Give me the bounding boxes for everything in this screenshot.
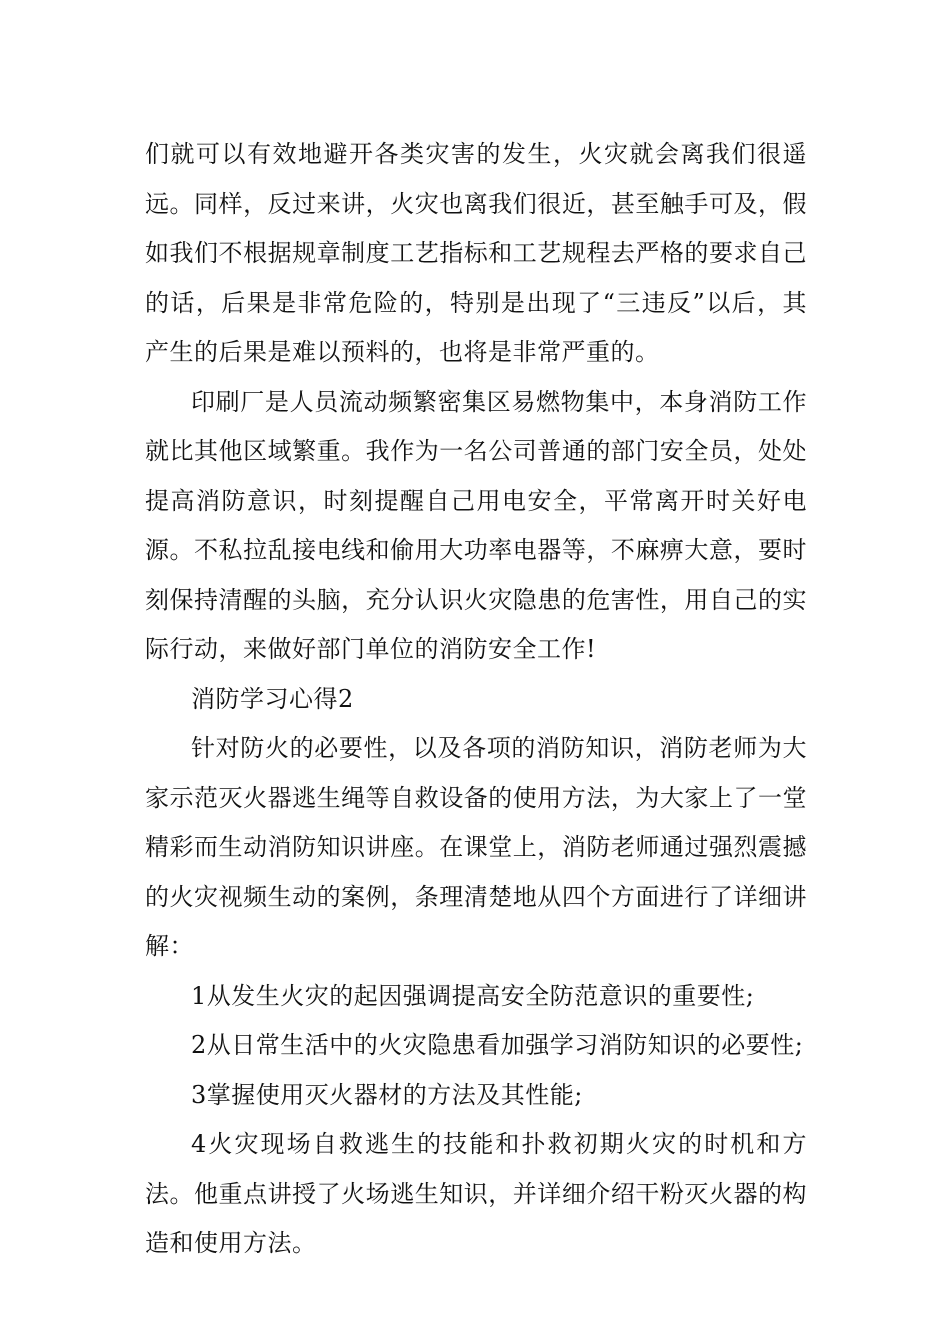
list-item-2: 2从日常生活中的火灾隐患看加强学习消防知识的必要性; — [191, 1031, 804, 1059]
paragraph-continuation: 们就可以有效地避开各类灾害的发生，火灾就会离我们很遥远。同样，反过来讲，火灾也离我们很近，甚至触手可及，假如我们不根据规章制度工艺指标和工艺规程去严格的要求自己的话，后果是非常危险的，特别是出现了“三违反”以后，其产生的后果是难以预料的，也将是非常严重的。 — [145, 140, 807, 366]
list-item-1: 1从发生火灾的起因强调提高安全防范意识的重要性; — [191, 981, 755, 1010]
paragraph-printing-factory: 印刷厂是人员流动频繁密集区易燃物集中，本身消防工作就比其他区域繁重。我作为一名公司普通的部门安全员，处处提高消防意识，时刻提醒自己用电安全，平常离开时关好电源。不私拉乱接电线和偷用大功率电器等，不麻痹大意，要时刻保持清醒的头脑，充分认识火灾隐患的危害性，用自己的实际行动，来做好部门单位的消防安全工作! — [145, 387, 807, 663]
list-item-3: 3掌握使用灭火器材的方法及其性能; — [191, 1080, 583, 1109]
document-page — [145, 130, 807, 1269]
paragraph-lecture-intro: 针对防火的必要性，以及各项的消防知识，消防老师为大家示范灭火器逃生绳等自救设备的使用方法，为大家上了一堂精彩而生动消防知识讲座。在课堂上，消防老师通过强烈震撼的火灾视频生动的案例，条理清楚地从四个方面进行了详细讲解： — [145, 734, 807, 960]
section-heading: 消防学习心得2 — [191, 684, 354, 713]
list-item-4: 4火灾现场自救逃生的技能和扑救初期火灾的时机和方法。他重点讲授了火场逃生知识，并详细介绍干粉灭火器的构造和使用方法。 — [145, 1130, 807, 1257]
